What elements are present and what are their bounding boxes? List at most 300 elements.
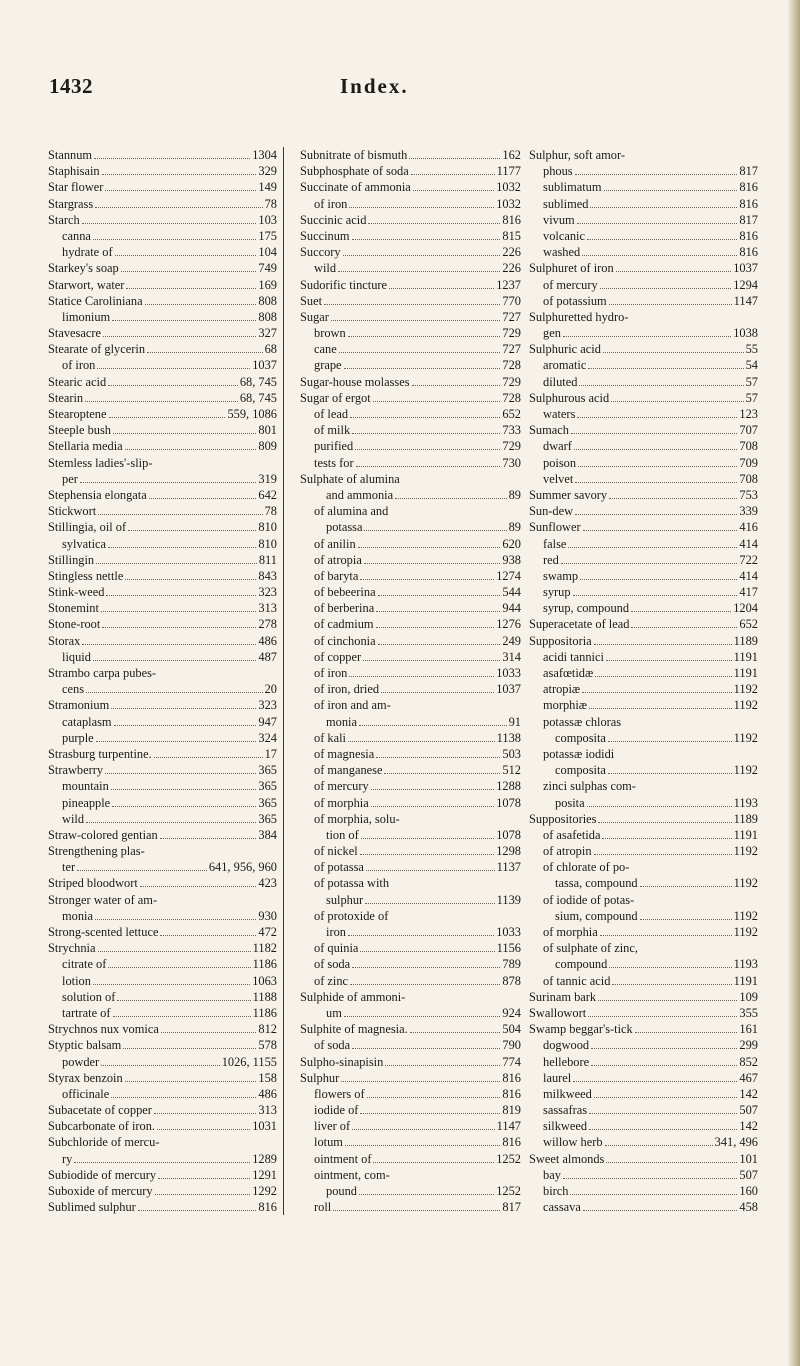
index-entry	[300, 600, 521, 616]
index-entry	[529, 309, 758, 325]
dot-leader	[577, 417, 737, 418]
index-term: Staphisain	[48, 164, 100, 179]
index-term: of potassium	[543, 293, 607, 308]
index-entry	[300, 1199, 521, 1215]
index-entry	[300, 390, 521, 406]
dot-leader	[412, 385, 501, 386]
index-entry	[48, 277, 277, 293]
page-reference: 1291	[252, 1167, 277, 1182]
index-term: Strong-scented lettuce	[48, 925, 159, 939]
index-term: Subcarbonate of iron.	[48, 1119, 156, 1134]
page-reference: 808	[258, 293, 277, 308]
index-term: Straw-colored gentian	[48, 827, 158, 842]
page-reference: 89	[508, 520, 521, 535]
dot-leader	[588, 1016, 737, 1017]
page-reference: 1298	[496, 844, 521, 859]
index-term: acidi tannici	[543, 649, 604, 664]
dot-leader	[582, 692, 732, 693]
index-entry	[48, 1102, 277, 1118]
page-reference: 1294	[733, 277, 758, 292]
index-term: Sugar	[300, 309, 329, 324]
index-term: Stearin	[48, 390, 84, 405]
index-entry	[48, 1005, 277, 1021]
page-reference: 620	[502, 536, 521, 551]
page-reference: 68, 745	[239, 374, 277, 389]
index-entry	[300, 1167, 521, 1183]
index-entry	[300, 1086, 521, 1102]
index-entry	[48, 1070, 277, 1086]
index-entry	[529, 616, 758, 632]
index-term: potassæ iodidi	[543, 746, 615, 761]
dot-leader	[371, 806, 495, 807]
dot-leader	[93, 660, 256, 661]
dot-leader	[365, 903, 494, 904]
page-reference: 728	[502, 390, 521, 405]
page-reference: 1037	[252, 358, 277, 373]
index-term: of manganese	[314, 763, 383, 778]
index-entry	[529, 455, 758, 471]
index-entry	[529, 973, 758, 989]
index-term: of cinchonia	[314, 633, 376, 648]
page-reference: 1192	[733, 763, 758, 778]
page-reference: 365	[258, 811, 277, 826]
dot-leader	[364, 563, 501, 564]
dot-leader	[395, 498, 507, 499]
index-term: Stavesacre	[48, 326, 101, 341]
page-reference: 1063	[252, 973, 277, 988]
index-term: Stillingia, oil of	[48, 520, 127, 535]
index-entry	[48, 568, 277, 584]
index-term: cataplasm	[62, 714, 112, 729]
index-entry	[300, 196, 521, 212]
index-entry	[300, 1102, 521, 1118]
index-entry	[48, 503, 277, 519]
dot-leader	[364, 530, 506, 531]
index-entry	[529, 552, 758, 568]
page-reference: 1191	[733, 973, 758, 988]
page-reference: 810	[258, 536, 277, 551]
dot-leader	[352, 1129, 495, 1130]
page-reference: 123	[739, 407, 758, 421]
index-entry	[529, 179, 758, 195]
dot-leader	[575, 482, 737, 483]
dot-leader	[595, 676, 731, 677]
index-term: Subiodide of mercury	[48, 1167, 157, 1182]
dot-leader	[616, 271, 732, 272]
index-term: Stargrass	[48, 196, 94, 211]
index-term: iron	[326, 925, 346, 939]
dot-leader	[160, 935, 256, 936]
index-term: purple	[62, 730, 94, 745]
index-term: of nickel	[314, 844, 358, 859]
index-term: Stephensia elongata	[48, 487, 147, 502]
index-term: diluted	[543, 374, 578, 389]
index-term: ointment, com-	[314, 1167, 390, 1182]
index-term: of chlorate of po-	[543, 860, 630, 875]
index-term: Sulphur, soft amor-	[529, 148, 625, 162]
index-term: Stone-root	[48, 617, 101, 632]
index-term: Styrax benzoin	[48, 1070, 123, 1085]
index-term: Stearoptene	[48, 407, 107, 421]
index-term: compound	[555, 957, 608, 972]
index-term: Sulpho-sinapisin	[300, 1054, 384, 1069]
page-reference: 103	[258, 212, 277, 227]
index-term: Surinam bark	[529, 989, 597, 1004]
page-reference: 1288	[496, 779, 521, 794]
index-term: waters	[543, 407, 576, 421]
dot-leader	[582, 255, 737, 256]
page-edge-shadow	[788, 0, 800, 1366]
dot-leader	[589, 1129, 737, 1130]
index-entry	[48, 438, 277, 454]
index-entry	[529, 406, 758, 422]
index-entry	[48, 325, 277, 341]
index-term: of morphia	[314, 795, 369, 810]
index-term: Sulphur	[300, 1070, 340, 1085]
dot-leader	[112, 320, 256, 321]
page-reference: 816	[739, 228, 758, 243]
index-term: Sulphuretted hydro-	[529, 309, 629, 324]
index-entry	[300, 260, 521, 276]
index-entry	[48, 584, 277, 600]
page-reference: 1026, 1155	[221, 1054, 277, 1069]
index-entry	[48, 665, 277, 681]
index-term: syrup, compound	[543, 601, 630, 616]
page-reference: 355	[739, 1005, 758, 1020]
index-term: of potassa	[314, 860, 364, 875]
dot-leader	[140, 886, 257, 887]
index-entry	[300, 762, 521, 778]
index-entry	[48, 1134, 277, 1150]
index-entry	[529, 196, 758, 212]
dot-leader	[598, 1000, 737, 1001]
page-reference: 1191	[733, 827, 758, 842]
index-entry	[48, 1167, 277, 1183]
dot-leader	[154, 1113, 257, 1114]
index-term: of milk	[314, 423, 351, 438]
index-term: swamp	[543, 568, 579, 583]
index-entry	[300, 892, 521, 908]
dot-leader	[573, 595, 738, 596]
dot-leader	[384, 773, 500, 774]
dot-leader	[359, 725, 507, 726]
index-term: Storax	[48, 633, 81, 648]
index-entry	[529, 746, 758, 762]
page-reference: 727	[502, 309, 521, 324]
index-entry	[48, 357, 277, 373]
page-reference: 416	[739, 520, 758, 535]
index-entry	[48, 341, 277, 357]
index-entry	[300, 179, 521, 195]
page-reference: 89	[508, 487, 521, 502]
index-term: potassa	[326, 520, 363, 535]
dot-leader	[381, 692, 494, 693]
index-term: of zinc	[314, 973, 349, 988]
index-entry	[300, 341, 521, 357]
index-term: per	[62, 471, 78, 486]
index-column-2	[292, 147, 521, 1215]
index-term: iodide of	[314, 1103, 359, 1118]
dot-leader	[111, 789, 257, 790]
index-entry	[300, 584, 521, 600]
index-entry	[529, 503, 758, 519]
index-term: wild	[314, 261, 337, 276]
index-term: sulphur	[326, 892, 364, 907]
index-term: Stramonium	[48, 698, 110, 713]
index-term: birch	[543, 1184, 569, 1198]
index-entry	[48, 811, 277, 827]
index-term: Stemless ladies'-slip-	[48, 455, 153, 470]
index-term: of atropia	[314, 552, 362, 567]
page-reference: 1192	[733, 908, 758, 923]
index-entry	[48, 163, 277, 179]
page-reference: 809	[258, 439, 277, 454]
page-reference: 507	[739, 1167, 758, 1182]
page-reference: 313	[258, 1103, 277, 1118]
index-term: purified	[314, 439, 354, 454]
index-entry	[529, 1183, 758, 1199]
page-reference: 816	[502, 1070, 521, 1085]
dot-leader	[101, 611, 256, 612]
dot-leader	[609, 498, 737, 499]
index-term: of bebeerina	[314, 585, 376, 600]
page-reference: 1276	[496, 617, 521, 632]
index-entry	[48, 746, 277, 762]
page-reference: 722	[739, 552, 758, 567]
page-reference: 1274	[496, 568, 521, 583]
index-entry	[300, 438, 521, 454]
dot-leader	[575, 174, 738, 175]
dot-leader	[108, 547, 256, 548]
index-entry	[48, 309, 277, 325]
dot-leader	[95, 207, 262, 208]
page-reference: 816	[502, 212, 521, 227]
index-term: ry	[62, 1151, 73, 1166]
page-reference: 843	[258, 568, 277, 583]
dot-leader	[587, 239, 737, 240]
dot-leader	[570, 1194, 737, 1195]
index-entry	[529, 989, 758, 1005]
page-reference: 1177	[496, 164, 521, 179]
dot-leader	[589, 708, 732, 709]
page-reference: 1147	[733, 293, 758, 308]
index-entry	[529, 357, 758, 373]
page-reference: 1189	[733, 811, 758, 826]
index-term: laurel	[543, 1070, 572, 1085]
index-term: Stellaria media	[48, 439, 123, 454]
page-reference: 1186	[252, 1005, 277, 1020]
dot-leader	[98, 951, 251, 952]
index-term: Strychnia	[48, 941, 96, 956]
index-entry	[529, 908, 758, 924]
index-entry	[300, 212, 521, 228]
dot-leader	[102, 627, 256, 628]
index-entry	[48, 859, 277, 875]
index-entry	[48, 600, 277, 616]
dot-leader	[94, 158, 250, 159]
page-reference: 323	[258, 585, 277, 600]
page-reference: 487	[258, 649, 277, 664]
dot-leader	[348, 935, 494, 936]
index-term: Styptic balsam	[48, 1038, 122, 1053]
page-reference: 299	[739, 1038, 758, 1053]
index-term: pound	[326, 1184, 357, 1198]
page-reference: 708	[739, 439, 758, 454]
dot-leader	[575, 514, 737, 515]
index-term: red	[543, 552, 559, 567]
dot-leader	[97, 368, 250, 369]
index-entry	[300, 811, 521, 827]
dot-leader	[82, 223, 257, 224]
index-entry	[300, 697, 521, 713]
index-entry	[48, 1118, 277, 1134]
dot-leader	[360, 1113, 500, 1114]
index-term: ointment of	[314, 1151, 372, 1166]
index-entry	[300, 163, 521, 179]
index-term: phous	[543, 164, 573, 179]
index-entry	[48, 843, 277, 859]
page-reference: 578	[258, 1038, 277, 1053]
page-reference: 559, 1086	[227, 407, 277, 421]
index-entry	[300, 536, 521, 552]
index-entry	[48, 875, 277, 891]
index-term: of berberina	[314, 601, 375, 616]
index-term: of soda	[314, 957, 351, 972]
index-entry	[300, 973, 521, 989]
index-term: tion of	[326, 827, 359, 842]
dot-leader	[573, 1081, 737, 1082]
page-reference: 878	[502, 973, 521, 988]
index-entry	[529, 940, 758, 956]
index-term: Star flower	[48, 180, 104, 195]
dot-leader	[128, 530, 256, 531]
page-reference: 158	[258, 1070, 277, 1085]
index-term: of magnesia	[314, 746, 375, 761]
index-entry	[529, 438, 758, 454]
page-reference: 749	[258, 261, 277, 276]
index-entry	[529, 212, 758, 228]
index-entry	[300, 924, 521, 940]
page-reference: 365	[258, 779, 277, 794]
index-entry	[529, 147, 758, 163]
page-reference: 503	[502, 746, 521, 761]
dot-leader	[108, 385, 238, 386]
dot-leader	[98, 514, 262, 515]
dot-leader	[121, 271, 257, 272]
dot-leader	[348, 336, 501, 337]
dot-leader	[409, 158, 500, 159]
index-term: false	[543, 536, 567, 551]
dot-leader	[602, 838, 731, 839]
dot-leader	[145, 304, 257, 305]
page-reference: 1192	[733, 730, 758, 745]
page-reference: 1292	[252, 1184, 277, 1198]
index-term: mountain	[62, 779, 109, 794]
index-entry	[529, 487, 758, 503]
page-reference: 1252	[496, 1184, 521, 1198]
page-reference: 414	[739, 568, 758, 583]
page-reference: 101	[739, 1151, 758, 1166]
index-entry	[529, 697, 758, 713]
dot-leader	[611, 401, 743, 402]
index-entry	[529, 422, 758, 438]
index-entry	[300, 1005, 521, 1021]
index-term: Starkey's soap	[48, 261, 119, 276]
index-term: willow herb	[543, 1135, 603, 1150]
index-term: aromatic	[543, 358, 587, 373]
page-reference: 774	[502, 1054, 521, 1069]
index-entry	[48, 714, 277, 730]
page-reference: 544	[502, 585, 521, 600]
index-term: Strawberry	[48, 763, 104, 778]
page-reference: 226	[502, 261, 521, 276]
index-entry	[300, 989, 521, 1005]
index-term: potassæ chloras	[543, 714, 622, 729]
index-term: Suppositoria	[529, 633, 592, 648]
page-reference: 57	[745, 390, 758, 405]
index-entry	[529, 875, 758, 891]
index-entry	[300, 681, 521, 697]
index-term: Stink-weed	[48, 585, 105, 600]
dot-leader	[105, 773, 256, 774]
dot-leader	[114, 725, 257, 726]
index-entry	[529, 471, 758, 487]
page-reference: 819	[502, 1103, 521, 1118]
page-reference: 1037	[733, 261, 758, 276]
page-reference: 278	[258, 617, 277, 632]
index-term: grape	[314, 358, 342, 373]
page-reference: 78	[264, 504, 277, 519]
dot-leader	[111, 1097, 256, 1098]
index-entry	[529, 341, 758, 357]
dot-leader	[598, 822, 731, 823]
index-entry	[48, 697, 277, 713]
page-reference: 329	[258, 164, 277, 179]
page-reference: 341, 496	[714, 1135, 758, 1150]
dot-leader	[605, 1145, 713, 1146]
dot-leader	[343, 255, 501, 256]
page-reference: 313	[258, 601, 277, 616]
index-term: cens	[62, 682, 85, 697]
index-entry	[300, 714, 521, 730]
index-entry	[529, 584, 758, 600]
index-term: dwarf	[543, 439, 572, 454]
index-entry	[529, 665, 758, 681]
index-entry	[300, 795, 521, 811]
dot-leader	[640, 886, 732, 887]
index-entry	[300, 730, 521, 746]
index-term: Sugar-house molasses	[300, 374, 410, 389]
index-term: Sun-dew	[529, 504, 574, 519]
page-reference: 109	[739, 989, 758, 1004]
page-reference: 1078	[496, 827, 521, 842]
page-reference: 314	[502, 649, 521, 664]
index-term: cane	[314, 342, 337, 357]
page-reference: 808	[258, 309, 277, 324]
index-entry	[529, 714, 758, 730]
index-term: of protoxide of	[314, 908, 389, 923]
index-column-1	[48, 147, 284, 1215]
index-term: Sulphuret of iron	[529, 261, 614, 276]
index-term: sassafras	[543, 1103, 588, 1118]
page-reference: 947	[258, 714, 277, 729]
dot-leader	[331, 320, 500, 321]
dot-leader	[103, 336, 256, 337]
index-entry	[300, 147, 521, 163]
dot-leader	[389, 288, 494, 289]
index-term: Suboxide of mercury	[48, 1184, 153, 1198]
dot-leader	[609, 304, 732, 305]
